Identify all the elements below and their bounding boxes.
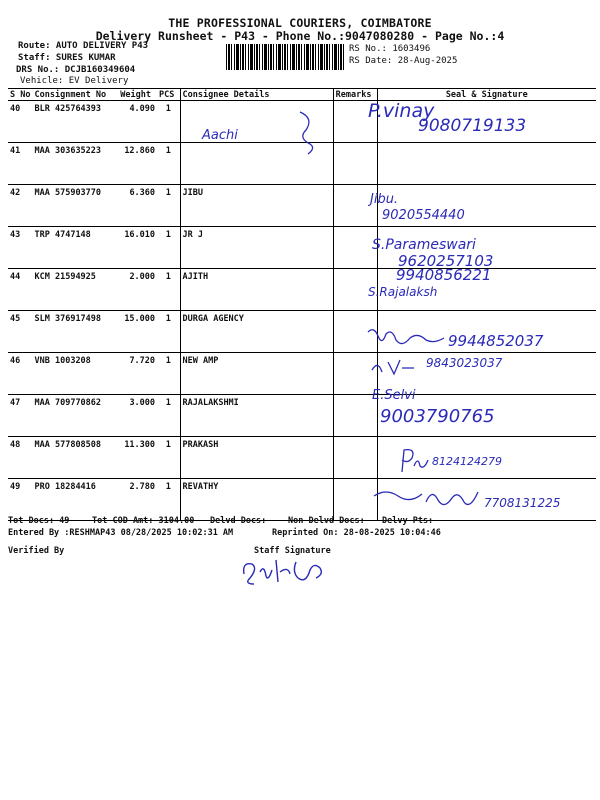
handwritten-phone: 9940856221 [396,266,492,284]
cell-pcs: 1 [157,479,180,521]
reprinted-on: Reprinted On: 28-08-2025 10:04:46 [272,528,441,538]
cell-weight: 12.860 [118,143,157,185]
col-seal: Seal & Signature [377,89,596,101]
table-row [8,353,596,395]
cell-consignee: DURGA AGENCY [180,311,333,353]
col-consignee: Consignee Details [180,89,333,101]
cell-pcs: 1 [157,227,180,269]
cell-consignee: JIBU [180,185,333,227]
cell-sno: 44 [8,269,33,311]
rs-number: RS No.: 1603496 [349,44,431,54]
cell-consignment: SLM 376917498 [33,311,119,353]
cell-weight: 2.000 [118,269,157,311]
handwritten-signature [372,484,482,516]
cell-sno: 45 [8,311,33,353]
cell-sno: 49 [8,479,33,521]
staff-signature-label: Staff Signature [254,546,331,556]
cell-consignment: MAA 303635223 [33,143,119,185]
handwritten-name: E.Selvi [372,388,416,403]
handwritten-signature [366,324,446,350]
entered-by: Entered By :RESHMAP43 08/28/2025 10:02:31 AM [8,528,234,538]
handwritten-phone: 9020554440 [382,208,465,223]
cell-sno: 40 [8,101,33,143]
handwritten-signature [370,354,422,378]
table-row [8,395,596,437]
delivered-docs: Delvd Docs: [210,516,267,526]
cell-consignee: PRAKASH [180,437,333,479]
tot-cod-amount: Tot COD Amt: 3104.00 [92,516,195,526]
cell-consignment: PRO 18284416 [33,479,119,521]
handwritten-mark [292,108,322,158]
cell-remarks [333,143,377,185]
handwritten-name: S.Parameswari [372,237,476,253]
cell-sno: 41 [8,143,33,185]
cell-pcs: 1 [157,395,180,437]
handwritten-name: P.vinay [368,100,435,122]
handwritten-phone: 9620257103 [398,252,494,270]
cell-pcs: 1 [157,437,180,479]
delivery-points: Delvy Pts: [382,516,434,526]
cell-consignee: REVATHY [180,479,333,521]
cell-pcs: 1 [157,101,180,143]
table-row [8,269,596,311]
cell-weight: 4.090 [118,101,157,143]
cell-consignment: MAA 709770862 [33,395,119,437]
drs-number: DRS No.: DCJB160349604 [16,65,136,75]
cell-pcs: 1 [157,311,180,353]
cell-pcs: 1 [157,143,180,185]
col-consignment: Consignment No [33,89,119,101]
cell-weight: 15.000 [118,311,157,353]
cell-pcs: 1 [157,269,180,311]
route-label: Route: AUTO DELIVERY P43 [18,41,149,51]
rs-date: RS Date: 28-Aug-2025 [349,56,458,66]
handwritten-signature [398,446,432,474]
handwritten-phone: 9843023037 [426,356,503,370]
cell-sno: 43 [8,227,33,269]
handwritten-phone: 8124124279 [432,455,502,468]
barcode-image [226,44,344,70]
cell-consignment: KCM 21594925 [33,269,119,311]
cell-consignment: VNB 1003208 [33,353,119,395]
tot-docs: Tot Docs: 49 [8,516,70,526]
cell-remarks [333,395,377,437]
cell-remarks [333,437,377,479]
col-remarks: Remarks [333,89,377,101]
col-pcs: PCS [157,89,180,101]
cell-sno: 42 [8,185,33,227]
cell-consignee: NEW AMP [180,353,333,395]
company-title: THE PROFESSIONAL COURIERS, COIMBATORE [168,16,432,30]
cell-weight: 6.360 [118,185,157,227]
cell-weight: 16.010 [118,227,157,269]
cell-weight: 2.780 [118,479,157,521]
cell-consignment: MAA 577808508 [33,437,119,479]
handwritten-phone: 7708131225 [484,496,561,510]
cell-weight: 11.300 [118,437,157,479]
cell-consignee: JR J [180,227,333,269]
handwritten-consignee: Aachi [202,128,238,143]
non-delivered-docs: Non Delvd Docs: [288,516,365,526]
table-row [8,227,596,269]
cell-consignment: TRP 4747148 [33,227,119,269]
staff-label: Staff: SURES KUMAR [18,53,116,63]
table-row [8,185,596,227]
handwritten-phone: 9003790765 [380,406,495,427]
table-header-row [8,89,596,101]
staff-signature-image [240,554,326,588]
cell-sno: 48 [8,437,33,479]
col-sno: S No [8,89,33,101]
cell-consignment: BLR 425764393 [33,101,119,143]
handwritten-name: S.Rajalaksh [368,285,438,299]
cell-sno: 46 [8,353,33,395]
cell-sno: 47 [8,395,33,437]
cell-pcs: 1 [157,185,180,227]
table-row [8,437,596,479]
col-weight: Weight [118,89,157,101]
cell-weight: 7.720 [118,353,157,395]
handwritten-phone: 9944852037 [448,332,544,350]
cell-consignee: RAJALAKSHMI [180,395,333,437]
verified-by: Verified By [8,546,65,556]
cell-seal [377,143,596,185]
cell-consignee: AJITH [180,269,333,311]
cell-consignment: MAA 575903770 [33,185,119,227]
cell-pcs: 1 [157,353,180,395]
handwritten-phone: 9080719133 [418,116,527,136]
cell-remarks [333,227,377,269]
cell-weight: 3.000 [118,395,157,437]
vehicle-label: Vehicle: EV Delivery [20,76,129,86]
cell-remarks [333,479,377,521]
runsheet-subtitle: Delivery Runsheet - P43 - Phone No.:9047080280 - Page No.:4 [95,29,505,43]
handwritten-name: Jibu. [370,192,399,207]
